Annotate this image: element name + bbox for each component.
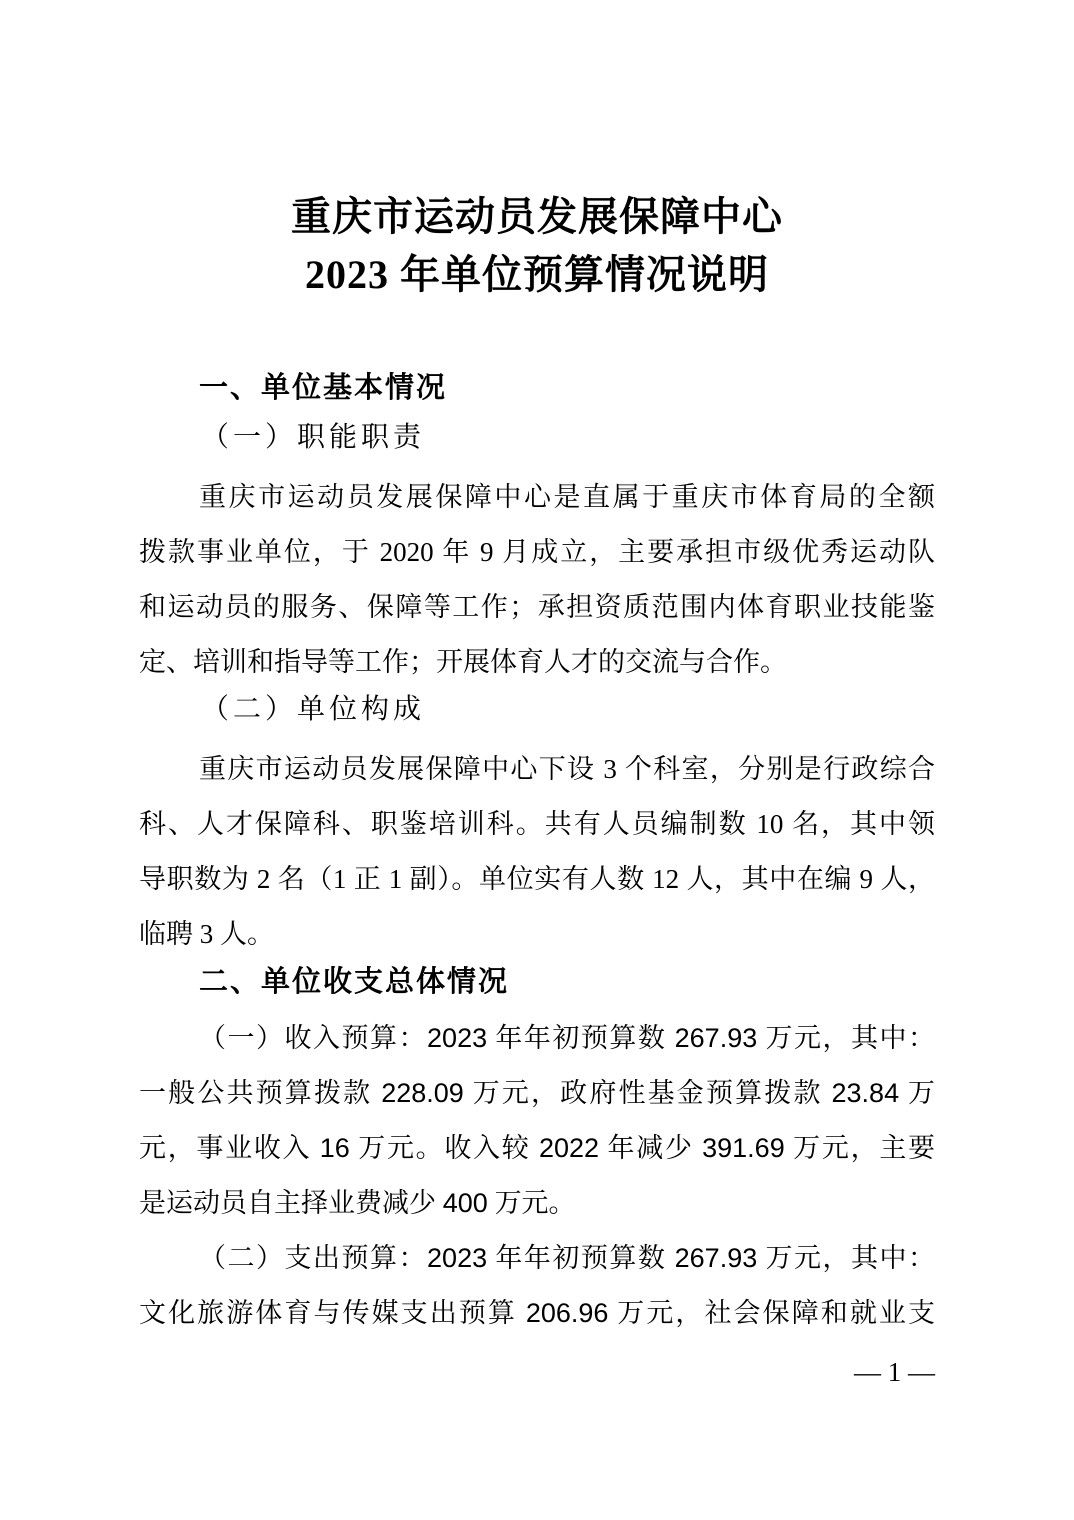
document-title bbox=[0, 188, 1074, 304]
page-number: — 1 — bbox=[854, 1357, 935, 1387]
paragraph-composition-line4: 临聘 3 人。 bbox=[139, 919, 274, 949]
paragraph-income-line3: 元，事业收入 16 万元。收入较 2022 年减少 391.69 万元，主要 bbox=[139, 1133, 936, 1163]
section-heading-basic-info: 一、单位基本情况 bbox=[199, 372, 448, 404]
paragraph-income-line1: （一）收入预算：2023 年年初预算数 267.93 万元，其中： bbox=[199, 1023, 936, 1053]
document-title-line1: 重庆市运动员发展保障中心 bbox=[291, 194, 783, 239]
document-title-line2: 2023 年单位预算情况说明 bbox=[305, 252, 769, 297]
section-heading-budget-overview: 二、单位收支总体情况 bbox=[199, 966, 510, 998]
paragraph-composition-line3: 导职数为 2 名（1 正 1 副）。单位实有人数 12 人，其中在编 9 人， bbox=[139, 864, 935, 894]
subsection-heading-duties: （一）职能职责 bbox=[201, 422, 426, 453]
subsection-heading-composition: （二）单位构成 bbox=[201, 694, 426, 725]
paragraph-duties-line4: 定、培训和指导等工作；开展体育人才的交流与合作。 bbox=[139, 647, 787, 677]
paragraph-income-line2: 一般公共预算拨款 228.09 万元，政府性基金预算拨款 23.84 万 bbox=[139, 1078, 936, 1108]
paragraph-income-line4: 是运动员自主择业费减少 400 万元。 bbox=[139, 1188, 576, 1218]
paragraph-duties-line1: 重庆市运动员发展保障中心是直属于重庆市体育局的全额 bbox=[199, 482, 935, 512]
paragraph-duties-line2: 拨款事业单位，于 2020 年 9 月成立，主要承担市级优秀运动队 bbox=[139, 537, 935, 567]
paragraph-composition-line2: 科、人才保障科、职鉴培训科。共有人员编制数 10 名，其中领 bbox=[139, 809, 935, 839]
paragraph-duties-line3: 和运动员的服务、保障等工作；承担资质范围内体育职业技能鉴 bbox=[139, 592, 935, 622]
paragraph-expenditure-line2: 文化旅游体育与传媒支出预算 206.96 万元，社会保障和就业支 bbox=[139, 1298, 936, 1328]
paragraph-expenditure-line1: （二）支出预算：2023 年年初预算数 267.93 万元，其中： bbox=[199, 1243, 936, 1273]
paragraph-composition-line1: 重庆市运动员发展保障中心下设 3 个科室，分别是行政综合 bbox=[199, 754, 935, 784]
